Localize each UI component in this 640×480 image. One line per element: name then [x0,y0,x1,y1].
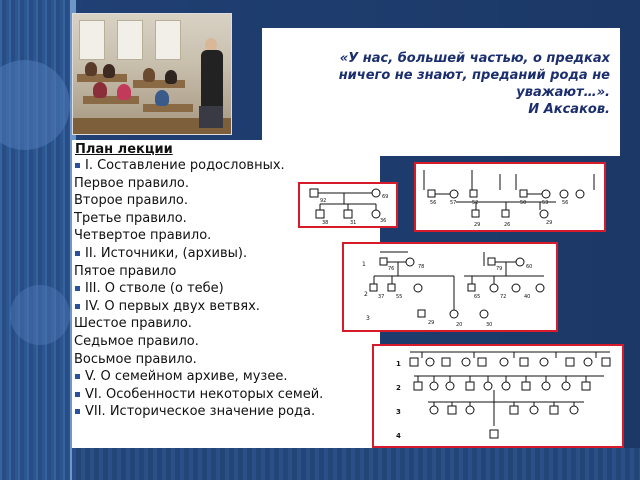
classroom-photo [72,13,232,135]
pedigree-label: 52 [472,200,479,206]
male-symbol [520,358,528,366]
plan-title: План лекции [75,142,173,157]
quote-box [262,28,620,156]
pedigree-label: 29 [474,222,481,228]
female-symbol [502,382,510,390]
male-symbol [550,406,558,414]
pedigree-label: 20 [456,322,463,328]
male-symbol [448,406,456,414]
photo-student [143,68,155,82]
plan-item-text: Второе правило. [74,193,189,209]
female-symbol [542,382,550,390]
pedigree-label: 53 [542,200,549,206]
photo-student [85,62,97,76]
female-symbol [466,406,474,414]
photo-teacher [199,106,223,128]
photo-window [155,20,181,60]
male-symbol [602,358,610,366]
photo-desk [77,74,127,82]
female-symbol [500,358,508,366]
generation-label: 1 [396,360,401,368]
bullet-icon [75,304,80,309]
photo-student [93,82,107,98]
female-symbol [430,406,438,414]
female-symbol [484,382,492,390]
plan-item-text: Третье правило. [74,210,187,226]
plan-item-text: VII. Историческое значение рода. [85,404,316,420]
male-symbol [466,382,474,390]
pedigree-label: 72 [500,294,507,300]
male-symbol [490,430,498,438]
photo-teacher [201,50,223,108]
bullet-icon [75,251,80,256]
pedigree-label: 30 [486,322,493,328]
photo-desk [143,104,193,112]
plan-bullet-item [74,157,380,175]
pedigree-label: 31 [350,220,357,226]
pedigree-middle-chart [344,244,556,330]
generation-label: 2 [396,384,401,392]
generation-label: 1 [362,261,366,268]
male-symbol [414,382,422,390]
quote-author: И Аксаков. [528,102,610,117]
plan-bullet-item [74,368,380,386]
pedigree-label: 38 [322,220,329,226]
bullet-icon [75,409,80,414]
pedigree-top-right [414,162,606,232]
photo-student [103,64,115,78]
pedigree-label: 29 [428,320,435,326]
plan-item-text: Шестое правило. [74,316,192,332]
plan-item-text: I. Составление родословных. [85,158,285,173]
male-symbol [410,358,418,366]
photo-student [165,70,177,84]
plan-bullet-item [74,298,380,316]
pedigree-label: 37 [378,294,385,300]
pedigree-label: 65 [474,294,481,300]
male-symbol [582,382,590,390]
bullet-icon [75,286,80,291]
bullet-icon [75,374,80,379]
plan-bullet-item [74,280,380,298]
plan-bullet-item [74,245,380,263]
plan-item-text: Седьмое правило. [74,333,199,349]
pedigree-small-chart [300,184,396,226]
male-symbol [510,406,518,414]
male-symbol [522,382,530,390]
female-symbol [530,406,538,414]
female-symbol [462,358,470,366]
decorative-circle [10,285,70,345]
generation-label: 3 [396,408,401,416]
plan-rule-item [74,263,380,281]
plan-rule-item [74,315,380,333]
pedigree-label: 92 [320,198,327,204]
male-symbol [442,358,450,366]
pedigree-label: 55 [396,294,403,300]
quote-line: ничего не знают, преданий рода не [338,68,610,83]
plan-rule-item [74,227,380,245]
plan-item-text: II. Источники, (архивы). [85,245,248,261]
female-symbol [584,358,592,366]
pedigree-label: 78 [418,264,425,270]
photo-student [155,90,169,106]
plan-item-text: V. О семейном архиве, музее. [85,369,288,385]
plan-item-text: Четвертое правило. [74,228,212,244]
male-symbol [566,358,574,366]
male-symbol [478,358,486,366]
pedigree-large-chart [374,346,622,446]
plan-rule-item [74,333,380,351]
pedigree-label: 40 [524,294,531,300]
female-symbol [446,382,454,390]
plan-rule-item [74,351,380,369]
plan-item-text: Первое правило. [74,175,189,191]
female-symbol [430,382,438,390]
plan-item-text: Пятое правило [74,263,177,279]
pedigree-label: 56 [562,200,569,206]
pedigree-label: 56 [430,200,437,206]
pedigree-small [298,182,398,228]
female-symbol [426,358,434,366]
photo-student [117,84,131,100]
generation-label: 2 [364,291,368,298]
pedigree-label: 50 [520,200,527,206]
pedigree-top-right-chart [416,164,604,230]
female-symbol [570,406,578,414]
photo-window [117,20,143,60]
bullet-icon [75,392,80,397]
pedigree-label: 26 [504,222,511,228]
bullet-icon [75,163,80,168]
plan-item-text: Восьмое правило. [74,351,197,367]
female-symbol [540,358,548,366]
photo-window [79,20,105,60]
pedigree-label: 69 [382,194,389,200]
pedigree-label: 79 [496,266,503,272]
pedigree-middle [342,242,558,332]
generation-label: 4 [396,432,401,440]
pedigree-large [372,344,624,448]
pedigree-label: 57 [450,200,457,206]
bottom-stripe-decoration [72,448,640,480]
female-symbol [562,382,570,390]
generation-label: 3 [366,315,370,322]
plan-bullet-item [74,403,380,421]
pedigree-label: 60 [526,264,533,270]
plan-bullet-item [74,386,380,404]
pedigree-label: 36 [380,218,387,224]
pedigree-label: 29 [546,220,553,226]
plan-item-text: III. О стволе (о тебе) [85,281,224,297]
photo-desk [133,80,185,88]
quote-line: «У нас, большей частью, о предках [339,51,610,66]
plan-item-text: IV. О первых двух ветвях. [85,298,260,314]
plan-item-text: VI. Особенности некоторых семей. [85,386,324,402]
pedigree-label: 76 [388,266,395,272]
quote-line: уважают…». [516,85,610,100]
